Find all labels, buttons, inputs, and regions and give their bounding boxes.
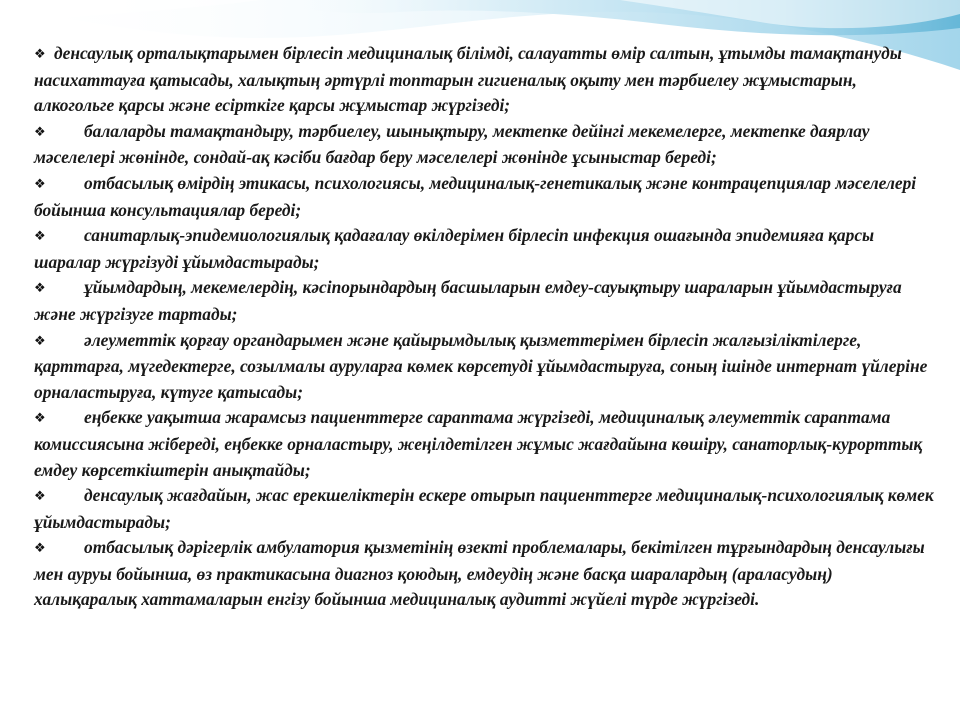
- diamond-bullet-icon: ❖: [34, 281, 46, 297]
- diamond-bullet-icon: ❖: [34, 229, 46, 245]
- list-item-text: әлеуметтік қорғау органдарымен және қайырымдылық қызметтерімен бірлесіп жалғызіліктілерге, қарттарға, мүгедектерге, созылмалы ауруларға көмек көрсетуді ұйымдастыруға, соның ішінде интернат үйлеріне орналастыруға, күтуге қатысады;: [34, 329, 928, 402]
- list-item-text: денсаулық жағдайын, жас ерекшеліктерін ескере отырып пациенттерге медициналық-психологиялық көмек ұйымдастырады;: [34, 485, 934, 532]
- list-item: [34, 119, 934, 171]
- list-item-text: ұйымдардың, мекемелердің, кәсіпорындардың басшыларын емдеу-сауықтыру шараларын ұйымдастыруға және жүргізуге тартады;: [34, 277, 902, 324]
- list-item-text: еңбекке уақытша жарамсыз пациенттерге сараптама жүргізеді, медициналық әлеуметтік сараптама комиссиясына жібереді, еңбекке орналастыру, жеңілдетілген жұмыс жағдайына көшіру, санаторлық-курорттық емдеу көрсеткіштерін анықтайды;: [34, 407, 923, 480]
- list-item: [34, 223, 934, 275]
- list-item: [34, 535, 934, 613]
- bullet-list: [34, 41, 934, 613]
- diamond-bullet-icon: ❖: [34, 489, 46, 505]
- list-item-text: санитарлық-эпидемиологиялық қадағалау өкілдерімен бірлесіп инфекция ошағында эпидемияға қарсы шаралар жүргізуді ұйымдастырады;: [34, 225, 875, 272]
- diamond-bullet-icon: ❖: [34, 176, 46, 192]
- list-item: [34, 171, 934, 223]
- list-item: [34, 483, 934, 535]
- list-item: [34, 275, 934, 327]
- list-item-text: отбасылық өмірдің этикасы, психологиясы, медициналық-генетикалық және контрацепциялар мәселелері бойынша консультациялар береді;: [34, 172, 917, 220]
- diamond-bullet-icon: ❖: [34, 541, 46, 557]
- diamond-bullet-icon: ❖: [34, 411, 46, 427]
- list-item-text: балаларды тамақтандыру, тәрбиелеу, шынықтыру, мектепке дейінгі мекемелерге, мектепке даярлау мәселелері жөнінде, сондай-ақ кәсіби бағдар беру мәселелері жөнінде ұсыныстар береді;: [34, 120, 870, 168]
- diamond-bullet-icon: ❖: [34, 124, 46, 140]
- diamond-bullet-icon: ❖: [34, 333, 46, 349]
- list-item: [34, 41, 934, 119]
- list-item: [34, 405, 934, 483]
- list-item-text: отбасылық дәрігерлік амбулатория қызметінің өзекті проблемалары, бекітілген тұрғындардың денсаулығы мен ауруы бойынша, өз практикасына диагноз қоюдың, емдеудің және басқа шаралардың (араласудың) халықаралық хаттамаларын енгізу бойынша медициналық аудитті жүйелі түрде жүргізеді.: [34, 537, 925, 610]
- list-item: [34, 328, 934, 406]
- list-item-text: денсаулық орталықтарымен бірлесіп медициналық білімді, салауатты өмір салтын, ұтымды тамақтануды насихаттауға қатысады, халықтың әртүрлі топтарын гигиеналық оқыту мен тәрбиелеу жұмыстарын, алкогольге қарсы және есірткіге қарсы жұмыстар жүргізеді;: [34, 43, 902, 116]
- diamond-bullet-icon: ❖: [34, 47, 46, 62]
